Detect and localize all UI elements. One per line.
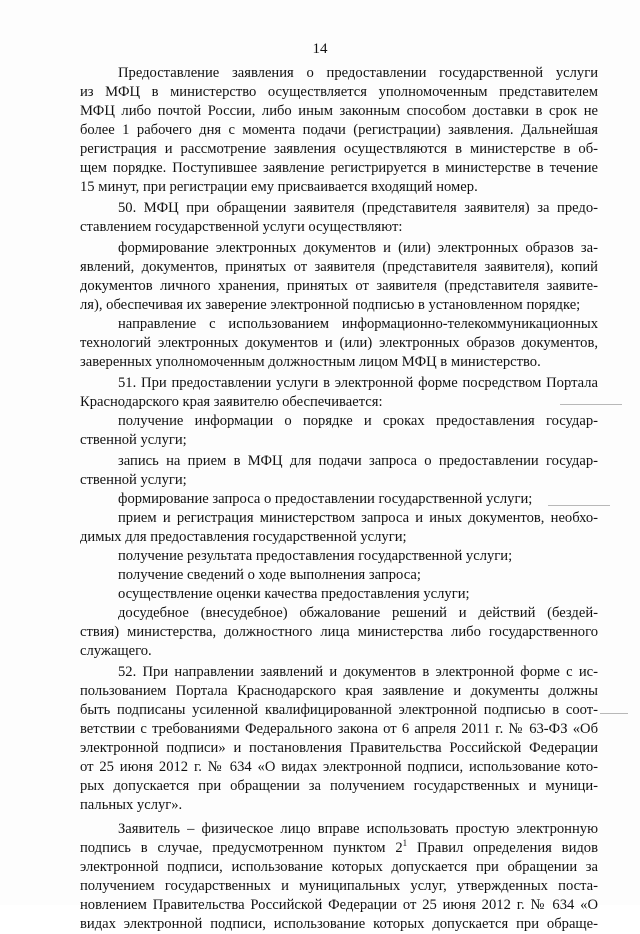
text-line: новлением Правительства Российской Федерации от 25 июня 2012 г. № 634 «О: [80, 897, 598, 913]
text-line: ля), обеспечивая их заверение электронной подписью в установленном порядке;: [80, 297, 581, 313]
text-line: электронной подписи, использование которых допускается при обращении за: [80, 859, 598, 875]
text-line: видах электронной подписи, использование которых допускается при обраще-: [80, 916, 598, 932]
text-fragment: Правил определения видов: [407, 840, 598, 856]
text-line: получением государственных и муниципальных услуг, утвержденных поста-: [80, 878, 598, 894]
text-line: формирование запроса о предоставлении государственной услуги;: [118, 491, 533, 507]
text-line: 50. МФЦ при обращении заявителя (представителя заявителя) за предо-: [118, 200, 598, 216]
text-line: ствия) министерства, должностного лица министерства либо государственного: [80, 624, 598, 640]
text-line: из МФЦ в министерство осуществляется уполномоченным представителем: [80, 84, 598, 100]
text-line: заверенных уполномоченным должностным лицом МФЦ в министерство.: [80, 354, 541, 370]
paragraph-51-item-quality: [80, 585, 598, 604]
text-line: регистрация и рассмотрение заявления осуществляются в министерстве в об-: [80, 141, 598, 157]
page-number: 14: [312, 41, 328, 57]
paragraph-applicant: [80, 820, 598, 934]
document-body: [80, 64, 598, 934]
text-line: щем порядке. Поступившее заявление регистрируется в министерстве в течение: [80, 160, 598, 176]
footnote-marker: 1: [402, 838, 408, 849]
text-line: получение информации о порядке и сроках предоставления государ-: [118, 413, 598, 429]
text-line: получение результата предоставления государственной услуги;: [118, 548, 513, 564]
text-fragment: подпись в случае, предусмотренном пунктом 2: [80, 840, 403, 856]
text-line: рых допускается при обращении за получением государственных и муници-: [80, 778, 598, 794]
text-line: более 1 рабочего дня с момента подачи (регистрации) заявления. Дальнейшая: [80, 122, 598, 138]
paragraph-51-item-info: [80, 412, 598, 450]
text-line: электронной подписи» и постановления Правительства Российской Федерации: [80, 740, 598, 756]
text-line: ставлением государственной услуги осуществляют:: [80, 219, 403, 235]
paragraph-50-item-1: [80, 239, 598, 315]
paragraph-51: [80, 374, 598, 412]
text-line: осуществление оценки качества предоставления услуги;: [118, 586, 470, 602]
text-line: ственной услуги;: [80, 432, 187, 448]
text-line: Предоставление заявления о предоставлении государственной услуги: [118, 65, 598, 81]
text-line: прием и регистрация министерством запроса и иных документов, необхо-: [118, 510, 598, 526]
text-line: пальных услуг».: [80, 797, 183, 813]
text-line: служащего.: [80, 643, 152, 659]
text-line: формирование электронных документов и (или) электронных образов за-: [118, 240, 598, 256]
text-line: от 25 июня 2012 г. № 634 «О видах электронной подписи, использование кото-: [80, 759, 598, 775]
paragraph-51-item-appeal: [80, 604, 598, 661]
text-line: направление с использованием информационно-телекоммуникационных: [118, 316, 598, 332]
text-line: ветствии с требованиями Федерального закона от 6 апреля 2011 г. № 63-ФЗ «Об: [80, 721, 598, 737]
text-line: димых для предоставления государственной услуги;: [80, 529, 407, 545]
text-line: ственной услуги;: [80, 472, 187, 488]
text-line: технологий электронных документов и (или) электронных образов документов,: [80, 335, 598, 351]
text-line: получение сведений о ходе выполнения запроса;: [118, 567, 421, 583]
paragraph-51-item-status: [80, 566, 598, 585]
text-line: МФЦ либо почтой России, либо иным законным способом доставки в срок не: [80, 103, 598, 119]
text-line: запись на прием в МФЦ для подачи запроса о предоставлении государ-: [118, 453, 598, 469]
text-line-with-footnote: [80, 839, 598, 858]
paragraph-50: [80, 199, 598, 237]
paragraph-50-item-2: [80, 315, 598, 372]
text-line: досудебное (внесудебное) обжалование решений и действий (бездей-: [118, 605, 598, 621]
scan-artifact: [548, 505, 610, 506]
paragraph-51-item-registration: [80, 509, 598, 547]
text-line: Краснодарского края заявителю обеспечивается:: [80, 394, 383, 410]
paragraph-51-item-request: [80, 490, 598, 509]
text-line: пользованием Портала Краснодарского края заявление и документы должны: [80, 683, 598, 699]
paragraph-52: [80, 663, 598, 815]
text-line: быть подписаны усиленной квалифицированной электронной подписью в соот-: [80, 702, 598, 718]
text-line: Заявитель – физическое лицо вправе использовать простую электронную: [118, 821, 598, 837]
paragraph-51-item-result: [80, 547, 598, 566]
paragraph-51-item-appointment: [80, 452, 598, 490]
text-line: 15 минут, при регистрации ему присваивается входящий номер.: [80, 179, 478, 195]
scan-artifact: [560, 404, 622, 405]
text-line: 51. При предоставлении услуги в электронной форме посредством Портала: [118, 375, 598, 391]
scan-artifact: [600, 713, 628, 714]
text-line: документов личного хранения, принятых от заявителя (представителя заявите-: [80, 278, 598, 294]
text-line: 52. При направлении заявлений и документов в электронной форме с ис-: [118, 664, 598, 680]
paragraph-delivery: [80, 64, 598, 197]
text-line: явлений, документов, принятых от заявителя (представителя заявителя), копий: [80, 259, 598, 275]
